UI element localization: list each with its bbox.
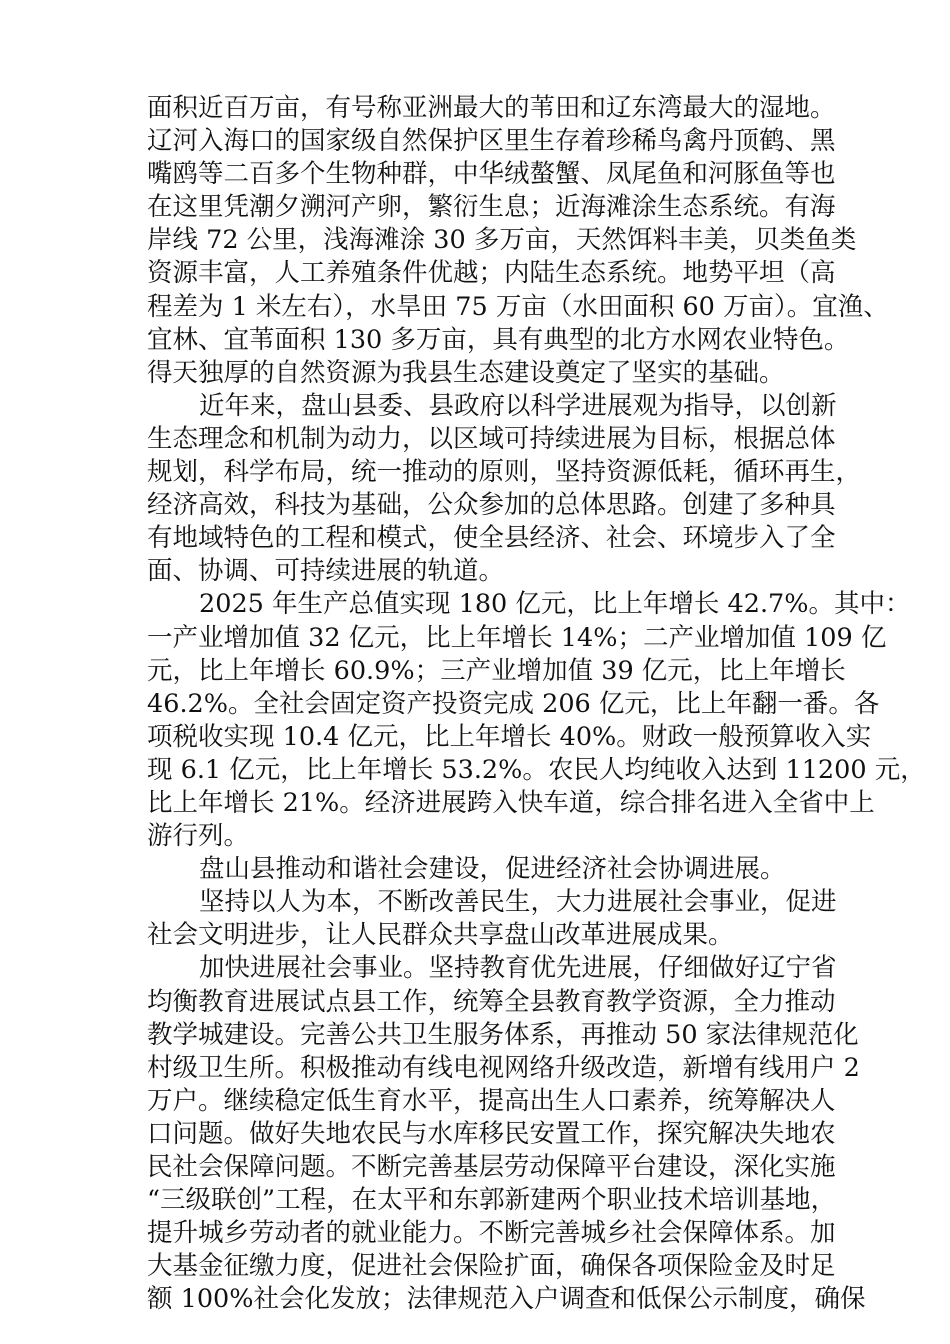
text-line: “三级联创”工程，在太平和东郭新建两个职业技术培训基地， <box>147 1185 837 1216</box>
text-line: 46.2%。全社会固定资产投资完成 206 亿元，比上年翻一番。各 <box>147 688 880 719</box>
text-line: 面、协调、可持续进展的轨道。 <box>147 556 505 587</box>
text-line: 村级卫生所。积极推动有线电视网络升级改造，新增有线用户 2 <box>147 1052 860 1083</box>
text-line: 提升城乡劳动者的就业能力。不断完善城乡社会保障体系。加 <box>147 1218 836 1249</box>
paragraph-first-line: 2025 年生产总值实现 180 亿元，比上年增长 42.7%。其中： <box>199 589 911 620</box>
paragraph-first-line: 盘山县推动和谐社会建设，促进经济社会协调进展。 <box>199 854 786 885</box>
text-line: 比上年增长 21%。经济进展跨入快车道，综合排名进入全省中上 <box>147 787 875 818</box>
text-line: 宜林、宜苇面积 130 多万亩，具有典型的北方水网农业特色。 <box>147 324 850 355</box>
text-line: 岸线 72 公里，浅海滩涂 30 多万亩，天然饵料丰美，贝类鱼类 <box>147 225 857 256</box>
text-line: 口问题。做好失地农民与水库移民安置工作，探究解决失地农 <box>147 1118 836 1149</box>
text-line: 资源丰富，人工养殖条件优越；内陆生态系统。地势平坦（高 <box>147 258 836 289</box>
paragraph-first-line: 加快进展社会事业。坚持教育优先进展，仔细做好辽宁省 <box>199 953 837 984</box>
text-line: 元，比上年增长 60.9%；三产业增加值 39 亿元，比上年增长 <box>147 655 846 686</box>
text-line: 民社会保障问题。不断完善基层劳动保障平台建设，深化实施 <box>147 1152 836 1182</box>
text-line: 均衡教育进展试点县工作，统筹全县教育教学资源，全力推动 <box>147 986 836 1017</box>
text-line: 经济高效，科技为基础，公众参加的总体思路。创建了多种具 <box>147 490 836 521</box>
text-line: 现 6.1 亿元，比上年增长 53.2%。农民人均纯收入达到 11200 元， <box>147 754 926 785</box>
text-line: 额 100%社会化发放；法律规范入户调查和低保公示制度，确保 <box>147 1284 866 1315</box>
text-line: 一产业增加值 32 亿元，比上年增长 14%；二产业增加值 109 亿 <box>147 622 887 653</box>
text-line: 生态理念和机制为动力，以区域可持续进展为目标，根据总体 <box>147 423 836 454</box>
text-line: 在这里凭潮夕溯河产卵，繁衍生息；近海滩涂生态系统。有海 <box>147 192 836 223</box>
text-line: 面积近百万亩，有号称亚洲最大的苇田和辽东湾最大的湿地。 <box>147 93 836 123</box>
text-line: 嘴鸥等二百多个生物种群，中华绒螯蟹、凤尾鱼和河豚鱼等也 <box>147 159 836 190</box>
paragraph-first-line: 坚持以人为本，不断改善民生，大力进展社会事业，促进 <box>199 887 837 918</box>
text-line: 教学城建设。完善公共卫生服务体系，再推动 50 家法律规范化 <box>147 1019 859 1050</box>
text-line: 万户。继续稳定低生育水平，提高出生人口素养，统筹解决人 <box>147 1085 836 1116</box>
text-line: 规划，科学布局，统一推动的原则，坚持资源低耗，循环再生， <box>147 457 862 488</box>
text-line: 程差为 1 米左右），水旱田 75 万亩（水田面积 60 万亩）。宜渔、 <box>147 291 889 322</box>
text-line: 有地域特色的工程和模式，使全县经济、社会、环境步入了全 <box>147 523 836 554</box>
text-line: 社会文明进步，让人民群众共享盘山改革进展成果。 <box>147 920 734 951</box>
text-line: 游行列。 <box>147 821 250 852</box>
text-line: 辽河入海口的国家级自然保护区里生存着珍稀鸟禽丹顶鹤、黑 <box>147 126 836 157</box>
text-line: 得天独厚的自然资源为我县生态建设奠定了坚实的基础。 <box>147 357 785 388</box>
text-line: 大基金征缴力度，促进社会保险扩面，确保各项保险金及时足 <box>147 1251 836 1282</box>
text-line: 项税收实现 10.4 亿元，比上年增长 40%。财政一般预算收入实 <box>147 721 872 752</box>
paragraph-first-line: 近年来，盘山县委、县政府以科学进展观为指导，以创新 <box>199 390 837 421</box>
body-text <box>147 92 926 1316</box>
